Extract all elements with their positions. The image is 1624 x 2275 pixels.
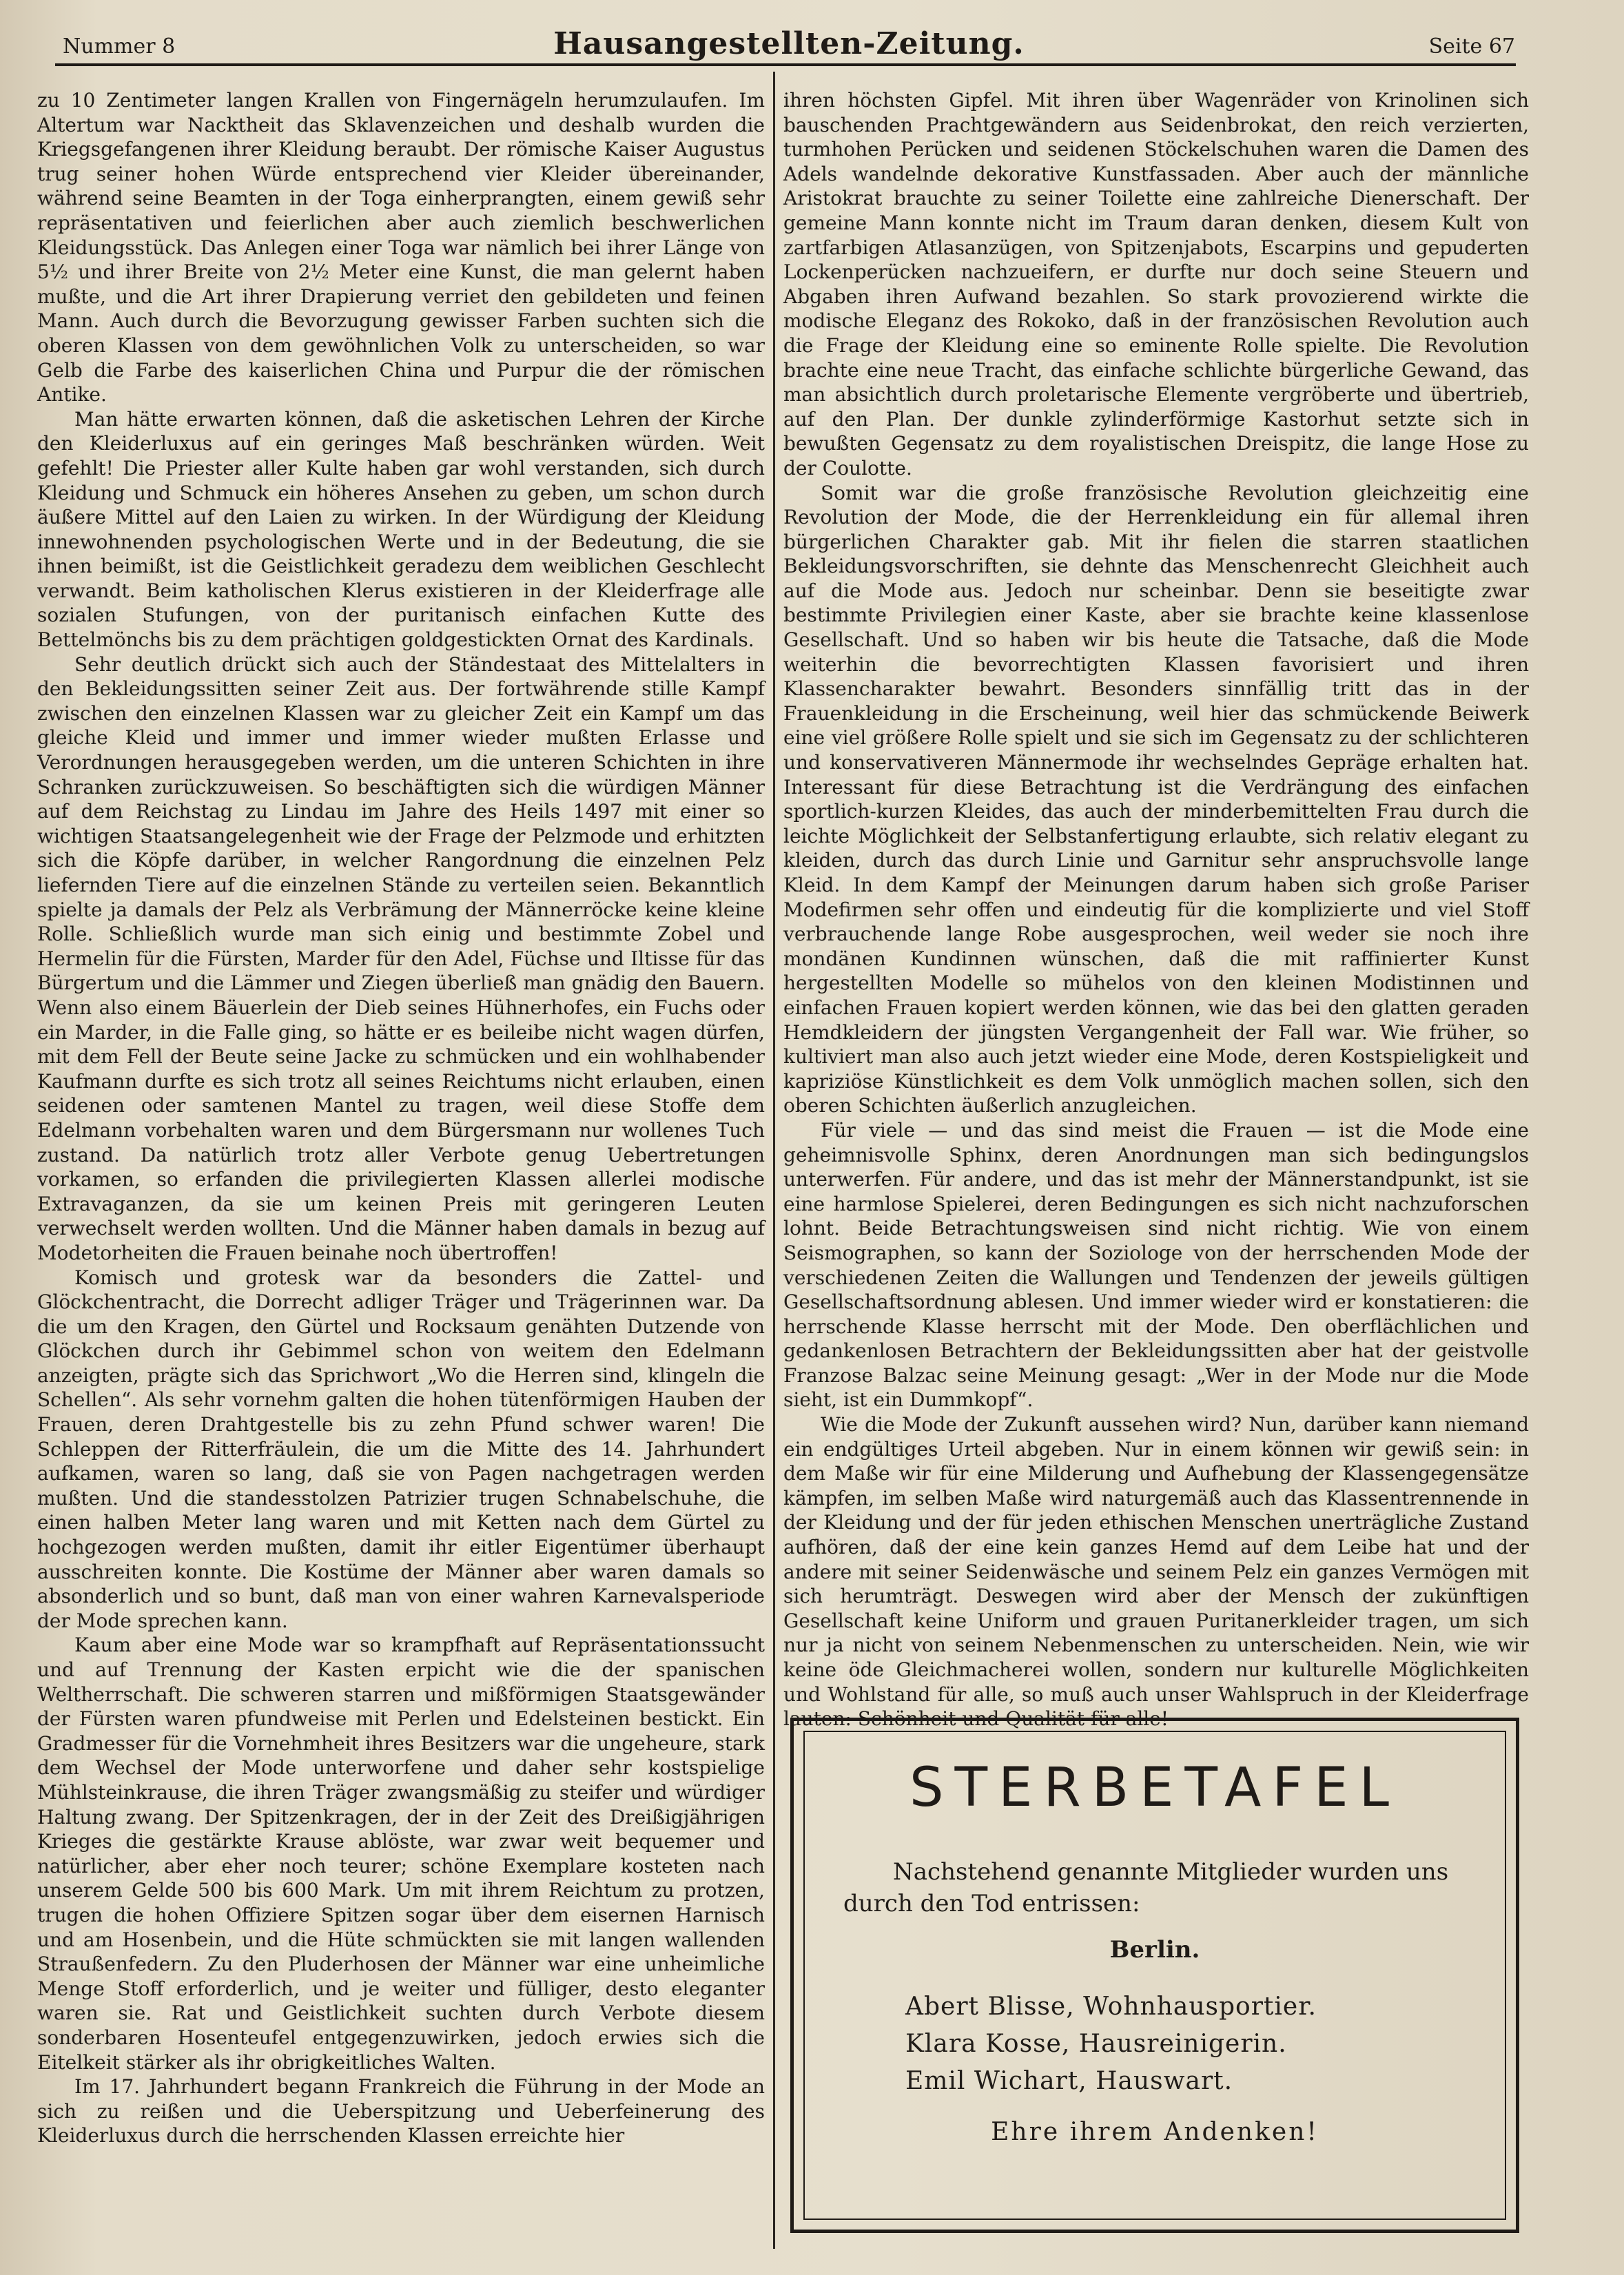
left-column [37,88,765,2258]
paragraph: Komisch und grotesk war da besonders die Zattel- und Glöckchentracht, die Dorrecht adliger Träger und Trägerinnen war. Da die um den Kragen, den Gürtel und Rocksaum genähten Dutzende von Glöckchen durch ihr Gebimmel schon von weitem den Edelmann anzeigten, prägte sich das Sprichwort „Wo die Herren sind, klingeln die Schellen“. Als sehr vornehm galten die hohen tütenförmigen Hauben der Frauen, deren Drahtgestelle bis zu zehn Pfund schwer waren! Die Schleppen der Ritterfräulein, die um die Mitte des 14. Jahrhundert aufkamen, waren so lang, daß sie von Pagen nachgetragen werden mußten. Und die standesstolzen Patrizier trugen Schnabelschuhe, die einen halben Meter lang waren und mit Ketten nach dem Gürtel zu hochgezogen werden mußten, damit ihr eitler Eigentümer überhaupt ausschreiten konnte. Die Kostüme der Männer aber waren damals so absonderlich und so bunt, daß man von einer wahren Karnevalsperiode der Mode sprechen kann. [37,1266,765,1632]
paragraph: ihren höchsten Gipfel. Mit ihren über Wagenräder von Krinolinen sich bauschenden Prachtgewändern aus Seidenbrokat, den reich verzierten, turmhohen Perücken und seidenen Stöckelschuhen waren die Damen des Adels wandelnde dekorative Kunstfassaden. Aber auch der männliche Aristokrat brauchte zu seiner Toilette eine zahlreiche Dienerschaft. Der gemeine Mann konnte nicht im Traum daran denken, diesem Kult von zartfarbigen Atlasanzügen, von Spitzenjabots, Escarpins und gepuderten Lockenperücken nachzueifern, er durfte nur doch seine Steuern und Abgaben ihren Aufwand bezahlen. So stark provozierend wirkte die modische Eleganz des Rokoko, daß in der französischen Revolution auch die Frage der Kleidung eine so eminente Rolle spielte. Die Revolution brachte eine neue Tracht, das einfache schlichte bürgerliche Gewand, das man absichtlich durch proletarische Elemente vergröberte und übertrieb, auf den Plan. Der dunkle zylinderförmige Kastorhut setzte sich in bewußten Gegensatz zu dem royalistischen Dreispitz, die lange Hose zu der Coulotte. [783,89,1529,480]
right-column [783,88,1529,1731]
notice-intro: Nachstehend genannte Mitglieder wurden uns durch den Tod entrissen: [843,1858,1449,1917]
paragraph: Im 17. Jahrhundert begann Frankreich die Führung in der Mode an sich zu reißen und die Ueberspitzung und Ueberfeinerung des Kleiderluxus durch die herrschenden Klassen erreichte hier [37,2075,765,2148]
paragraph: Somit war die große französische Revolution gleichzeitig eine Revolution der Mode, die der Herrenkleidung ein für allemal ihren bürgerlichen Charakter gab. Mit ihr fielen die starren staatlichen Bekleidungsvorschriften, sie dehnte das Menschenrecht Gleichheit auch auf die Mode aus. Jedoch nur scheinbar. Denn sie beseitigte zwar bestimmte Privilegien einer Kaste, aber sie brachte keine klassenlose Gesellschaft. Und so haben wir bis heute die Tatsache, daß die Mode weiterhin die bevorrechtigten Klassen favorisiert und ihren Klassencharakter bewahrt. Besonders sinnfällig tritt das in der Frauenkleidung in die Erscheinung, weil hier das schmückende Beiwerk eine viel größere Rolle spielt und sie sich im Gegensatz zu der schlichteren und konservativeren Männermode ihr wechselndes Gepräge erhalten hat. Interessant für diese Betrachtung ist die Verdrängung des einfachen sportlich-kurzen Kleides, das auch der minderbemittelten Frau durch die leichte Möglichkeit der Selbstanfertigung erlaubte, sich relativ elegant zu kleiden, durch das durch Linie und Garnitur sehr anspruchsvolle lange Kleid. In dem Kampf der Meinungen darum haben sich große Pariser Modefirmen sehr offen und eindeutig für die komplizierte und viel Stoff verbrauchende lange Robe ausgesprochen, weil weder sie noch ihre mondänen Kundinnen wünschen, daß die mit raffinierter Kunst hergestellten Modelle so mühelos von den kleinen Modistinnen und einfachen Frauen kopiert werden können, wie das bei den glatten geraden Hemdkleidern der jüngsten Vergangenheit der Fall war. Wie früher, so kultiviert man also auch jetzt wieder eine Mode, deren Kostspieligkeit und kapriziöse Künstlichkeit es dem Volk unmöglich machen sollen, sich den oberen Schichten äußerlich anzugleichen. [783,481,1529,1118]
notice-city: Berlin. [1109,1936,1200,1964]
paragraph: Kaum aber eine Mode war so krampfhaft auf Repräsentationssucht und auf Trennung der Kasten erpicht wie die der spanischen Weltherrschaft. Die schweren starren und mißförmigen Staatsgewänder der Fürsten waren pfundweise mit Perlen und Edelsteinen bestickt. Ein Gradmesser für die Vornehmheit ihres Besitzers war die ungeheure, stark dem Wechsel der Mode unterworfene und daher sehr kostspielige Mühlsteinkrause, die ihren Träger zwangsmäßig zu steifer und würdiger Haltung zwang. Der Spitzenkragen, der in der Zeit des Dreißigjährigen Krieges die gestärkte Krause ablöste, war zwar weit bequemer und natürlicher, aber eher noch teurer; schöne Exemplare kosteten nach unserem Gelde 500 bis 600 Mark. Um mit ihrem Reichtum zu protzen, trugen die hohen Offiziere Spitzen sogar über dem eisernen Harnisch und am Hosenbein, und die Hüte schmückten sie mit langen wallenden Straußenfedern. Zu den Pluderhosen der Männer war eine unheimliche Menge Stoff erforderlich, und je weiter und fülliger, desto eleganter waren sie. Rat und Geistlichkeit suchten durch Verbote diesem sonderbaren Hosenteufel entgegenzuwirken, jedoch erwies sich die Eitelkeit stärker als ihr obrigkeitliches Walten. [37,1634,765,2074]
page-header [59,26,1519,61]
notice-closing: Ehre ihrem Andenken! [991,2118,1319,2146]
paragraph: Wie die Mode der Zukunft aussehen wird? Nun, darüber kann niemand ein endgültiges Urteil abgeben. Nur in einem können wir gewiß sein: in dem Maße wir für eine Milderung und Aufhebung der Klassengegensätze kämpfen, im selben Maße wird naturgemäß auch das Klassentrennende in der Kleidung und der für jeden ethischen Menschen unerträgliche Zustand aufhören, daß der eine kein ganzes Hemd auf dem Leibe hat und der andere mit seiner Seidenwäsche und seinem Pelz ein ganzes Vermögen mit sich herumträgt. Deswegen wird aber der Mensch der zukünftigen Gesellschaft keine Uniform und grauen Puritanerkleider tragen, um sich nur ja nicht von seinem Nebenmenschen zu unterscheiden. Nein, wie wir keine öde Gleichmacherei wollen, sondern nur kulturelle Möglichkeiten und Wohlstand für alle, so muß auch unser Wahlspruch in der Kleiderfrage lauten: Schönheit und Qualität für alle! [783,1413,1529,1731]
deceased-name: Abert Blisse, Wohnhausportier. [905,1993,1317,2021]
issue-number: Nummer 8 [63,34,176,59]
deceased-name: Klara Kosse, Hausreinigerin. [905,2030,1287,2058]
paragraph: Man hätte erwarten können, daß die asketischen Lehren der Kirche den Kleiderluxus auf ein geringes Maß beschränken würden. Weit gefehlt! Die Priester aller Kulte haben gar wohl verstanden, sich durch Kleidung und Schmuck ein höheres Ansehen zu geben, um schon durch äußere Mittel auf den Laien zu wirken. In der Würdigung der Kleidung innewohnenden psychologischen Werte und in der Bedeutung, die sie ihnen beimißt, ist die Geistlichkeit geradezu dem weiblichen Geschlecht verwandt. Beim katholischen Klerus existieren in der Kleiderfrage alle sozialen Stufungen, von der puritanisch einfachen Kutte des Bettelmönchs bis zu dem prächtigen goldgestickten Ornat des Kardinals. [37,407,765,652]
page-number: Seite 67 [1428,34,1515,59]
paragraph: Für viele — und das sind meist die Frauen — ist die Mode eine geheimnisvolle Sphinx, deren Anordnungen man sich bedingungslos unterwerfen. Für andere, und das ist mehr der Männerstandpunkt, ist sie eine harmlose Spielerei, deren Bedingungen es sich nicht nachzuforschen lohnt. Beide Betrachtungsweisen sind nicht richtig. Wie von einem Seismographen, so kann der Soziologe von der herrschenden Mode der verschiedenen Zeiten die Wallungen und Tendenzen der jeweils gültigen Gesellschaftsordnung ablesen. Und immer wieder wird er konstatieren: die herrschende Klasse herrscht mit der Mode. Den oberflächlichen und gedankenlosen Betrachtern der Bekleidungssitten aber hat der geistvolle Franzose Balzac seine Meinung gesagt: „Wer in der Mode nur die Mode sieht, ist ein Dummkopf“. [783,1118,1529,1412]
notice-inner-frame [803,1731,1506,2220]
paragraph: Sehr deutlich drückt sich auch der Ständestaat des Mittelalters in den Bekleidungssitten seiner Zeit aus. Der fortwährende stille Kampf zwischen den einzelnen Klassen war zu gleicher Zeit ein Kampf um das gleiche Kleid und immer und immer wieder mußten Erlasse und Verordnungen herausgegeben werden, um die unteren Schichten in ihre Schranken zurückzuweisen. So beschäftigten sich die würdigen Männer auf dem Reichstag zu Lindau im Jahre des Heils 1497 mit einer so wichtigen Staatsangelegenheit wie der Frage der Pelzmode und erhitzten sich die Köpfe darüber, in welcher Rangordnung die einzelnen Pelz liefernden Tiere auf die einzelnen Stände zu verteilen seien. Bekanntlich spielte ja damals der Pelz als Verbrämung der Männerröcke keine kleine Rolle. Schließlich wurde man sich einig und bestimmte Zobel und Hermelin für die Fürsten, Marder für den Adel, Füchse und Iltisse für das Bürgertum und die Lämmer und Ziegen überließ man gnädig den Bauern. Wenn also einem Bäuerlein der Dieb seines Hühnerhofes, ein Fuchs oder ein Marder, in die Falle ging, so hätte er es beileibe nicht wagen dürfen, mit dem Fell der Beute seine Jacke zu schmücken und ein wohlhabender Kaufmann durfte es sich trotz all seines Reichtums nicht erlauben, einen seidenen oder samtenen Mantel zu tragen, weil diese Stoffe dem Edelmann vorbehalten waren und dem Bürgersmann nur wollenes Tuch zustand. Da natürlich trotz aller Verbote genug Uebertretungen vorkamen, so erfanden die privilegierten Klassen allerlei modische Extravaganzen, da sie um keinen Preis mit geringeren Leuten verwechselt werden wollten. Und die Männer haben damals in bezug auf Modetorheiten die Frauen beinahe noch übertroffen! [37,652,765,1264]
column-divider [773,72,775,2249]
deceased-name: Emil Wichart, Hauswart. [905,2067,1233,2095]
obituary-notice [790,1718,1519,2233]
masthead: Hausangestellten-Zeitung. [553,26,1025,61]
notice-names [905,1988,1317,2100]
notice-title: STERBETAFEL [909,1757,1400,1819]
header-rule [55,63,1516,66]
paragraph: zu 10 Zentimeter langen Krallen von Fingernägeln herumzulaufen. Im Altertum war Nacktheit das Sklavenzeichen und deshalb wurden die Kriegsgefangenen ihrer Kleidung beraubt. Der römische Kaiser Augustus trug seiner hohen Würde entsprechend vier Kleider übereinander, während seine Beamten in der Toga einherprangten, einem gewiß sehr repräsentativen und feierlichen aber auch ziemlich beschwerlichen Kleidungsstück. Das Anlegen einer Toga war nämlich bei ihrer Länge von 5½ und ihrer Breite von 2½ Meter eine Kunst, die man gelernt haben mußte, und die Art ihrer Drapierung verriet den gebildeten und feinen Mann. Auch durch die Bevorzugung gewisser Farben suchten sich die oberen Klassen von dem gewöhnlichen Volk zu unterscheiden, so war Gelb die Farbe des kaiserlichen China und Purpur die der römischen Antike. [37,89,765,406]
